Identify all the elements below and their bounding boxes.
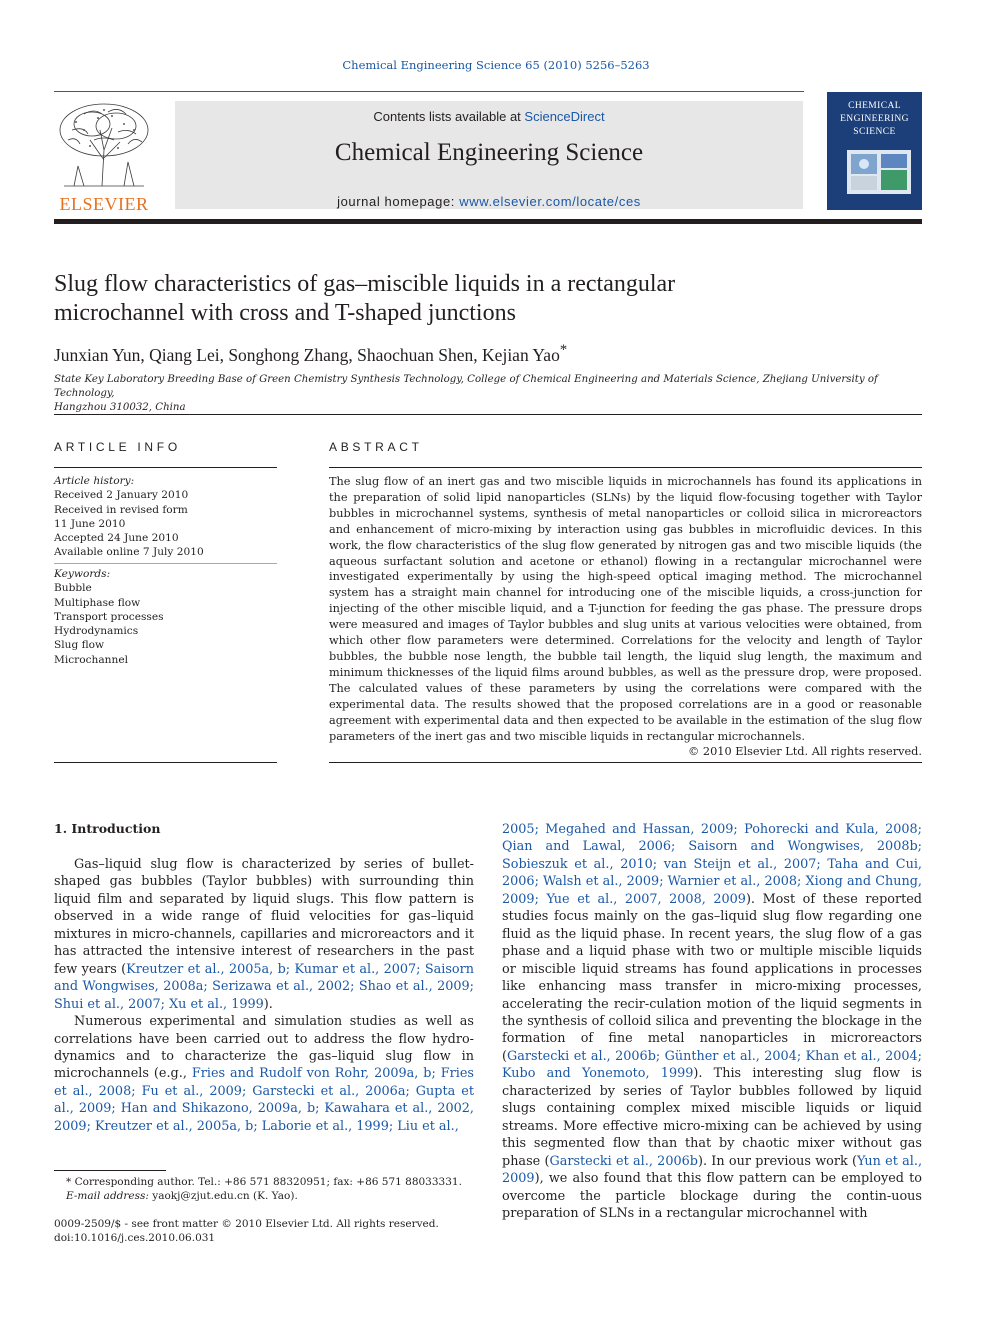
paragraph-text: ). This interesting slug flow is characterized by series of Taylor bubbles followed by liquid slugs containing complex mixed miscible liquids or liquid streams. More effective micro-mixing can be achieved by using this segmented flow than that by chaotic mixer without gas phase (	[502, 1066, 922, 1169]
journal-reference[interactable]: Chemical Engineering Science 65 (2010) 5256–5263	[342, 58, 650, 72]
history-label: Article history:	[54, 475, 135, 487]
keywords-label: Keywords:	[54, 568, 111, 580]
elsevier-logo	[54, 100, 154, 212]
affiliation-rule	[54, 414, 922, 415]
journal-cover	[827, 92, 922, 210]
footnote-rule	[54, 1170, 166, 1171]
cover-image-icon	[847, 150, 911, 194]
paragraph-text: ). Most of these reported studies focus mainly on the gas–liquid slug flow regarding one fluid as the liquid phase. In recent years, the slug flow of a gas phase and a liquid phase with two or multiple miscible liquids or miscible liquid streams has found applications in processes like enhancing mass transfer in micro-mixing processes, accelerating the recir-culation motion of the liquid segments in the synthesis of colloid silica and preventing the blockage in the formation of fine metal nanoparticles in microreactors (	[502, 891, 922, 1064]
citation-link[interactable]: Fries and Rudolf von Rohr, 2009a, b; Fries et al., 2008; Fu et al., 2009; Garstecki et al., 2006a; Gupta et al., 2009; Han and Shikazono, 2009a, b; Kawahara et al., 2002, 2009; Kreutzer et al., 2005a, b; Laborie et al., 1999; Liu et al.,	[54, 1066, 474, 1134]
homepage-prefix: journal homepage:	[337, 194, 460, 209]
history-entry: 11 June 2010	[54, 517, 126, 530]
author-list	[54, 342, 924, 366]
authors: Junxian Yun, Qiang Lei, Songhong Zhang, Shaochuan Shen, Kejian Yao	[54, 344, 560, 365]
paragraph	[54, 1013, 474, 1135]
header-rule	[54, 91, 804, 92]
citation-link[interactable]: Yun et al., 2009	[502, 1153, 923, 1187]
cover-title-line: SCIENCE	[853, 127, 896, 137]
copyright: © 2010 Elsevier Ltd. All rights reserved.	[688, 745, 922, 758]
article-history	[54, 474, 277, 560]
left-column	[54, 856, 474, 1135]
cover-title-line: ENGINEERING	[840, 114, 909, 124]
paragraph	[54, 856, 474, 1013]
footnote	[54, 1175, 474, 1203]
homepage-link[interactable]: www.elsevier.com/locate/ces	[459, 194, 641, 209]
abstract-text: The slug flow of an inert gas and two miscible liquids in microchannels has found its applications in the preparation of solid lipid nanoparticles (SLNs) by the liquid flow-focusing together with Taylor bubbles in microchannel systems, synthesis of metal nanoparticles or colloid silica in microreactors and enhancement of micro-mixing by interaction using gas bubbles in microfluidic devices. In this work, the flow characteristics of the slug flow generated by nitrogen gas and two miscible liquids (the aqueous surfactant solution and acetone or ethanol) flowing in a rectangular microchannel were investigated experimentally by using the high-speed optical imaging method. The microchannel system has a straight main channel for introducing one of the miscible liquids, a cross-junction for injecting of the other miscible liquid, and a T-junction for feeding the gas phase. The pressure drops were measured and images of Taylor bubbles and slug units at various velocities were obtained, from which other flow parameters were determined. Correlations for the velocity and length of Taylor bubbles, the bubble nose length, the bubble tail length, the liquid slug length, the maximum and minimum thicknesses of the liquid films around bubbles, as well as the pressure drop, were proposed. The calculated values of these parameters by using the correlations were compared with the experimental data. The results showed that the proposed correlations are in a good or reasonable agreement with experimental data and then expected to be available in the estimation of the slug flow parameters of the inert gas and two miscible liquids in rectangular microchannels.	[329, 475, 922, 743]
issn-line: 0009-2509/$ - see front matter © 2010 Elsevier Ltd. All rights reserved.	[54, 1218, 439, 1230]
history-entry: Received in revised form	[54, 503, 188, 516]
affiliation	[54, 373, 922, 415]
keyword: Slug flow	[54, 639, 105, 652]
corresponding-author-note: * Corresponding author. Tel.: +86 571 88320951; fax: +86 571 88033331.	[66, 1176, 462, 1188]
email-label: E-mail address:	[66, 1190, 149, 1202]
doi-line[interactable]: doi:10.1016/j.ces.2010.06.031	[54, 1232, 216, 1244]
cover-title-line: CHEMICAL	[848, 101, 901, 111]
email-line	[54, 1189, 474, 1203]
keywords	[54, 567, 277, 667]
section-heading: 1. Introduction	[54, 821, 161, 836]
history-entry: Received 2 January 2010	[54, 489, 189, 502]
contents-line	[175, 109, 803, 124]
paragraph-text: ).	[263, 996, 273, 1012]
keyword: Microchannel	[54, 653, 128, 666]
article-info-rule	[54, 467, 277, 468]
article-title	[54, 270, 924, 328]
abstract-heading: ABSTRACT	[329, 440, 423, 454]
paragraph-text: ). In our previous work (	[697, 1153, 858, 1169]
citation-link[interactable]: Garstecki et al., 2006b; Günther et al., 2004; Khan et al., 2004; Kubo and Yonemoto, 1999	[502, 1048, 922, 1082]
homepage-line	[175, 194, 803, 209]
citation-link[interactable]: Kreutzer et al., 2005a, b; Kumar et al., 2007; Saisorn and Wongwises, 2008a; Serizawa et al., 2002; Shao et al., 2009; Shui et al., 2007; Xu et al., 1999	[54, 961, 474, 1012]
publisher-name: ELSEVIER	[59, 194, 149, 214]
affiliation-line: State Key Laboratory Breeding Base of Green Chemistry Synthesis Technology, College of Chemical Engineering and Materials Science, Zhejiang University of Technology,	[54, 374, 878, 399]
article-info-bottom-rule	[54, 762, 277, 763]
history-entry: Accepted 24 June 2010	[54, 532, 179, 545]
sciencedirect-link[interactable]: ScienceDirect	[524, 109, 605, 124]
journal-name: Chemical Engineering Science	[334, 139, 644, 166]
history-entry: Available online 7 July 2010	[54, 546, 204, 559]
corresponding-mark[interactable]: *	[559, 342, 568, 358]
abstract-bottom-rule	[329, 762, 922, 763]
paragraph-text: Gas–liquid slug flow is characterized by series of bullet-shaped gas bubbles (Taylor bubbles) with surrounding thin liquid film and separated by liquid slugs. This flow pattern is observed in a wide range of fluid velocities for gas–liquid mixtures in micro-channels, capillaries and microreactors and it has attracted the intensive interest of researchers in the past few years (	[54, 857, 474, 977]
cover-title	[827, 100, 922, 139]
abstract-rule	[329, 467, 922, 468]
paragraph-text: ), we also found that this flow pattern can be employed to overcome the particle blockage during the contin-uous preparation of SLNs in a rectangular microchannel with	[502, 1171, 922, 1221]
keyword: Hydrodynamics	[54, 625, 139, 638]
keyword: Multiphase flow	[54, 596, 141, 609]
paragraph-text: Numerous experimental and simulation studies as well as correlations have been carried out to address the flow hydro-dynamics and to characterize the gas–liquid slug flow in microchannels (e.g.,	[54, 1014, 474, 1082]
paragraph	[502, 821, 922, 1222]
contents-prefix: Contents lists available at	[373, 109, 525, 124]
header-divider	[54, 219, 922, 224]
right-column	[502, 821, 922, 1222]
keyword: Bubble	[54, 582, 92, 595]
email-address[interactable]: yaokj@zjut.edu.cn (K. Yao).	[148, 1190, 298, 1202]
article-info-heading: ARTICLE INFO	[54, 440, 181, 454]
front-matter	[54, 1217, 474, 1245]
keywords-rule	[54, 563, 277, 564]
title-line: Slug flow characteristics of gas–miscible liquids in a rectangular	[54, 271, 676, 297]
affiliation-line: Hangzhou 310032, China	[54, 402, 186, 413]
journal-header	[175, 101, 803, 209]
title-line: microchannel with cross and T-shaped junctions	[54, 300, 516, 326]
keyword: Transport processes	[54, 610, 164, 623]
citation-link[interactable]: 2005; Megahed and Hassan, 2009; Pohorecki and Kula, 2008; Qian and Lawal, 2006; Saisorn and Wongwises, 2008b; Sobieszuk et al., 2010; van Steijn et al., 2007; Taha and Cui, 2006; Walsh et al., 2009; Warnier et al., 2008; Xiong and Chung, 2009; Yue et al., 2007, 2008, 2009	[502, 822, 922, 907]
citation-link[interactable]: Garstecki et al., 2006b	[549, 1153, 698, 1169]
elsevier-tree-icon	[54, 100, 154, 188]
